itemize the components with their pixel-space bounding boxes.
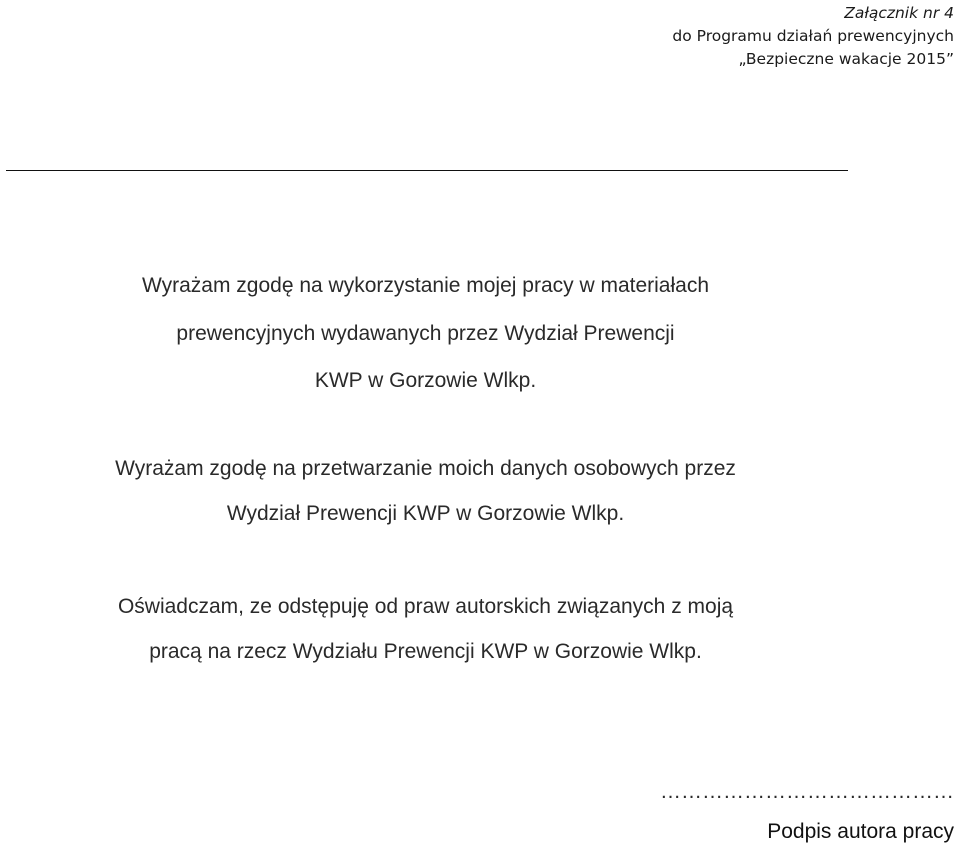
copyright-statement	[0, 584, 851, 674]
horizontal-rule	[6, 170, 848, 171]
data-processing-consent-line-1: Wyrażam zgodę na przetwarzanie moich danych osobowych przez	[115, 457, 736, 480]
publication-consent-line-2: prewencyjnych wydawanych przez Wydział Prewencji	[176, 321, 675, 345]
annex-number: Załącznik nr 4	[844, 4, 954, 22]
signature-label: Podpis autora pracy	[767, 820, 954, 843]
publication-consent-line-1: Wyrażam zgodę na wykorzystanie mojej pracy w materiałach	[141, 274, 710, 297]
signature-line: ……………………………………	[660, 780, 954, 803]
publication-consent-line-3: KWP w Gorzowie Wlkp.	[314, 369, 537, 392]
copyright-statement-line-1: Oświadczam, ze odstępuję od praw autorskich związanych z moją	[117, 595, 734, 618]
annex-header	[672, 2, 954, 71]
campaign-name: „Bezpieczne wakacje 2015”	[738, 50, 954, 68]
program-name: do Programu działań prewencyjnych	[672, 27, 954, 45]
data-processing-consent-line-2: Wydział Prewencji KWP w Gorzowie Wlkp.	[226, 502, 625, 525]
publication-consent	[0, 262, 851, 405]
copyright-statement-line-2: pracą na rzecz Wydziału Prewencji KWP w Gorzowie Wlkp.	[149, 640, 702, 663]
data-processing-consent	[0, 446, 851, 536]
